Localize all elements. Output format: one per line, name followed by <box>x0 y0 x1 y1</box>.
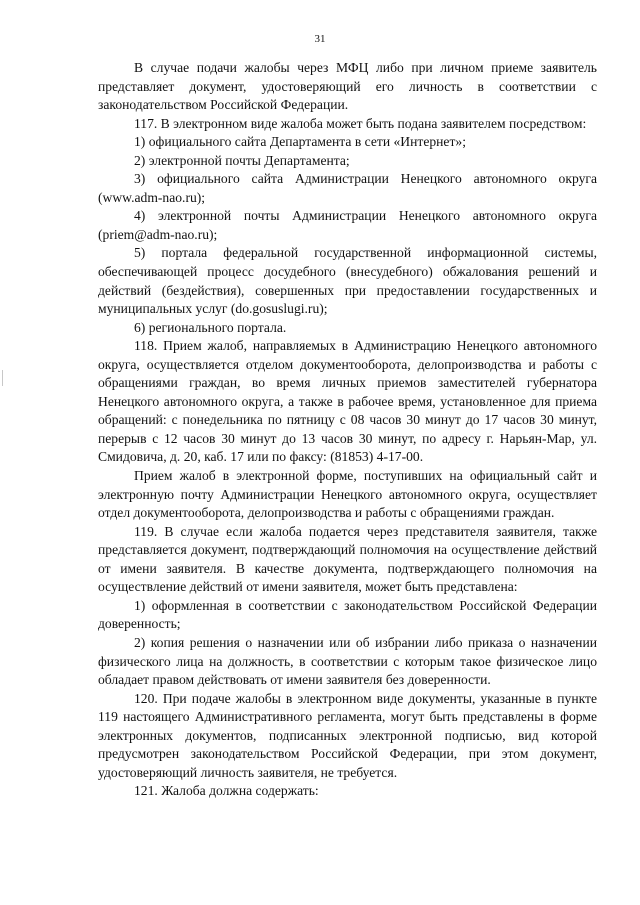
paragraph-120: 120. При подаче жалобы в электронном виде документы, указанные в пункте 119 настоящего Административного регламента, могут быть представлены в форме электронных документов, подписанных электронной подписью, вид которой предусмотрен законодательством Российской Федерации, при этом документ, удостоверяющий личность заявителя, не требуется. <box>98 690 597 780</box>
paragraph-117-item-1: 1) официального сайта Департамента в сети «Интернет»; <box>134 134 466 150</box>
paragraph-121: 121. Жалоба должна содержать: <box>134 783 319 799</box>
paragraph-117-item-6: 6) регионального портала. <box>134 319 287 335</box>
paragraph-117-intro: 117. В электронном виде жалоба может быть подана заявителем посредством: <box>134 115 587 131</box>
paragraph-119-item-2: 2) копия решения о назначении или об избрании либо приказа о назначении физического лица на должность, в соответствии с которым такое физическое лицо обладает правом действовать от имени заявителя без доверенности. <box>98 634 597 688</box>
paragraph-119: 119. В случае если жалоба подается через представителя заявителя, также представляется документ, подтверждающий полномочия на осуществление действий от имени заявителя. В качестве документа, подтверждающего полномочия на осуществление действий от имени заявителя, может быть представлена: <box>98 523 597 595</box>
paragraph-117-item-3: 3) официального сайта Администрации Ненецкого автономного округа (www.adm-nao.ru); <box>98 171 597 205</box>
paragraph-117-item-5: 5) портала федеральной государственной информационной системы, обеспечивающей процесс досудебного (внесудебного) обжалования решений и действий (бездействия), совершенных при предоставлении государственных и муниципальных услуг (do.gosuslugi.ru); <box>98 245 597 317</box>
margin-scan-mark <box>2 370 3 386</box>
paragraph-mfc-submission: В случае подачи жалобы через МФЦ либо при личном приеме заявитель представляет документ, удостоверяющий его личность в соответствии с законодательством Российской Федерации. <box>98 60 597 113</box>
paragraph-117-item-4: 4) электронной почты Администрации Ненецкого автономного округа (priem@adm-nao.ru); <box>98 208 597 242</box>
page-number: 31 <box>314 33 326 45</box>
paragraph-118: 118. Прием жалоб, направляемых в Администрацию Ненецкого автономного округа, осуществляется отделом документооборота, делопроизводства и работы с обращениями граждан, во время личных приемов заместителей губернатора Ненецкого автономного округа, а также в рабочее время, установленное для приема обращений: с понедельника по пятницу с 08 часов 30 минут до 17 часов 30 минут, перерыв с 12 часов 30 минут до 13 часов 30 минут, по адресу г. Нарьян-Мар, ул. Смидовича, д. 20, каб. 17 или по факсу: (81853) 4-17-00. <box>98 338 597 465</box>
document-body <box>98 59 597 801</box>
paragraph-electronic-reception: Прием жалоб в электронной форме, поступивших на официальный сайт и электронную почту Администрации Ненецкого автономного округа, осуществляет отдел документооборота, делопроизводства и работы с обращениями граждан. <box>98 468 597 521</box>
paragraph-117-item-2: 2) электронной почты Департамента; <box>134 152 350 168</box>
paragraph-119-item-1: 1) оформленная в соответствии с законодательством Российской Федерации доверенность; <box>98 597 597 632</box>
